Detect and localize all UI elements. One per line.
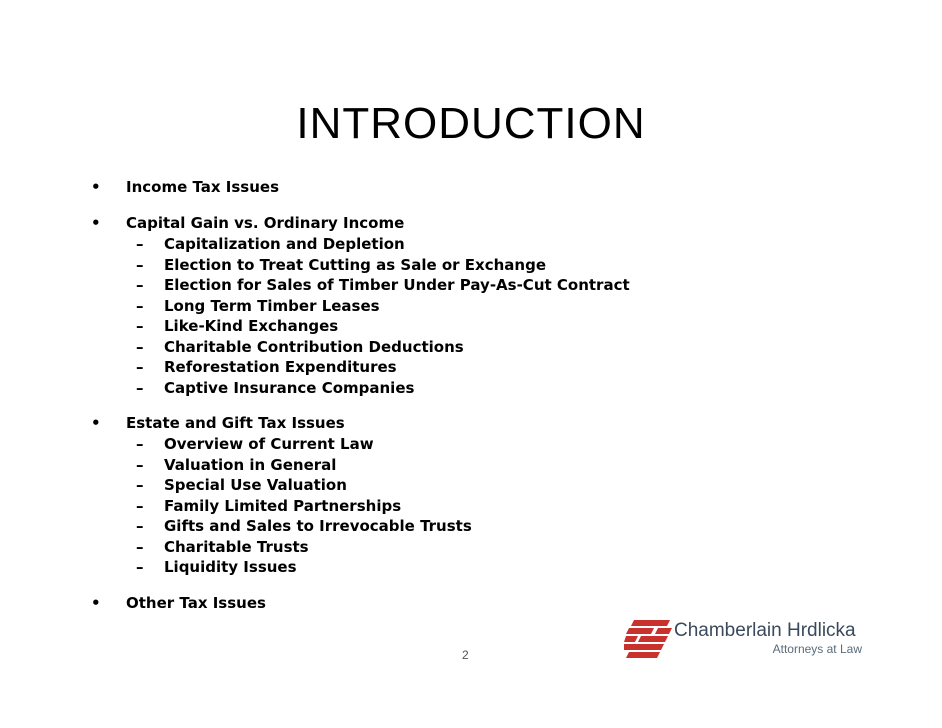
dash-icon: –: [136, 455, 144, 474]
dash-icon: –: [136, 537, 144, 556]
list-item-label: Overview of Current Law: [164, 435, 374, 453]
list-item-label: Valuation in General: [164, 455, 337, 474]
dash-icon: –: [136, 558, 144, 576]
list-item: [0, 316, 760, 337]
section-label: Other Tax Issues: [126, 593, 266, 612]
list-item-label: Family Limited Partnerships: [164, 496, 402, 515]
section-income-tax: [0, 176, 760, 198]
section-header: [0, 176, 760, 198]
list-item: [0, 337, 760, 358]
firm-tagline: Attorneys at Law: [772, 642, 862, 656]
list-item: [0, 516, 760, 537]
section-label: Estate and Gift Tax Issues: [126, 414, 345, 432]
list-item: [0, 255, 760, 276]
list-item: [0, 455, 760, 476]
list-item-label: Election for Sales of Timber Under Pay-As-Cut Contract: [164, 276, 630, 294]
outline: [0, 176, 760, 628]
dash-icon: –: [136, 235, 144, 253]
list-item: [0, 434, 760, 455]
section-capital-gain: [0, 212, 760, 398]
section-header: [0, 592, 760, 614]
list-item: [0, 557, 760, 578]
list-item: [0, 537, 760, 558]
section-header: [0, 212, 760, 234]
list-item: [0, 357, 760, 378]
list-item-label: Charitable Contribution Deductions: [164, 337, 464, 356]
list-item-label: Liquidity Issues: [164, 558, 297, 576]
page-number: 2: [462, 648, 469, 662]
list-item-label: Election to Treat Cutting as Sale or Exchange: [164, 255, 547, 274]
list-item-label: Capitalization and Depletion: [164, 235, 405, 253]
list-item: [0, 275, 760, 296]
bullet-icon: •: [91, 178, 101, 196]
bullet-icon: •: [91, 593, 101, 612]
section-estate-gift: [0, 412, 760, 578]
list-item: [0, 234, 760, 255]
dash-icon: –: [136, 255, 144, 274]
dash-icon: –: [136, 358, 144, 376]
bullet-icon: •: [91, 414, 101, 432]
slide-title: INTRODUCTION: [296, 99, 646, 148]
dash-icon: –: [136, 517, 144, 535]
firm-name: Chamberlain Hrdlicka: [674, 620, 856, 641]
section-label: Income Tax Issues: [126, 178, 280, 196]
dash-icon: –: [136, 276, 144, 294]
section-other-tax: [0, 592, 760, 614]
list-item: [0, 378, 760, 399]
firm-logo: [624, 618, 874, 660]
dash-icon: –: [136, 378, 144, 397]
sub-list: [0, 234, 760, 398]
list-item-label: Like-Kind Exchanges: [164, 317, 339, 335]
dash-icon: –: [136, 337, 144, 356]
dash-icon: –: [136, 496, 144, 515]
section-label: Capital Gain vs. Ordinary Income: [126, 214, 405, 232]
list-item: [0, 475, 760, 496]
dash-icon: –: [136, 296, 144, 315]
list-item: [0, 496, 760, 517]
list-item: [0, 296, 760, 317]
dash-icon: –: [136, 435, 144, 453]
list-item-label: Reforestation Expenditures: [164, 358, 397, 376]
firm-logo-mark-icon: [624, 620, 672, 658]
list-item-label: Charitable Trusts: [164, 537, 309, 556]
list-item-label: Captive Insurance Companies: [164, 378, 415, 397]
dash-icon: –: [136, 476, 144, 494]
list-item-label: Special Use Valuation: [164, 476, 347, 494]
section-header: [0, 412, 760, 434]
list-item-label: Gifts and Sales to Irrevocable Trusts: [164, 517, 472, 535]
bullet-icon: •: [91, 214, 101, 232]
dash-icon: –: [136, 317, 144, 335]
sub-list: [0, 434, 760, 578]
list-item-label: Long Term Timber Leases: [164, 296, 380, 315]
